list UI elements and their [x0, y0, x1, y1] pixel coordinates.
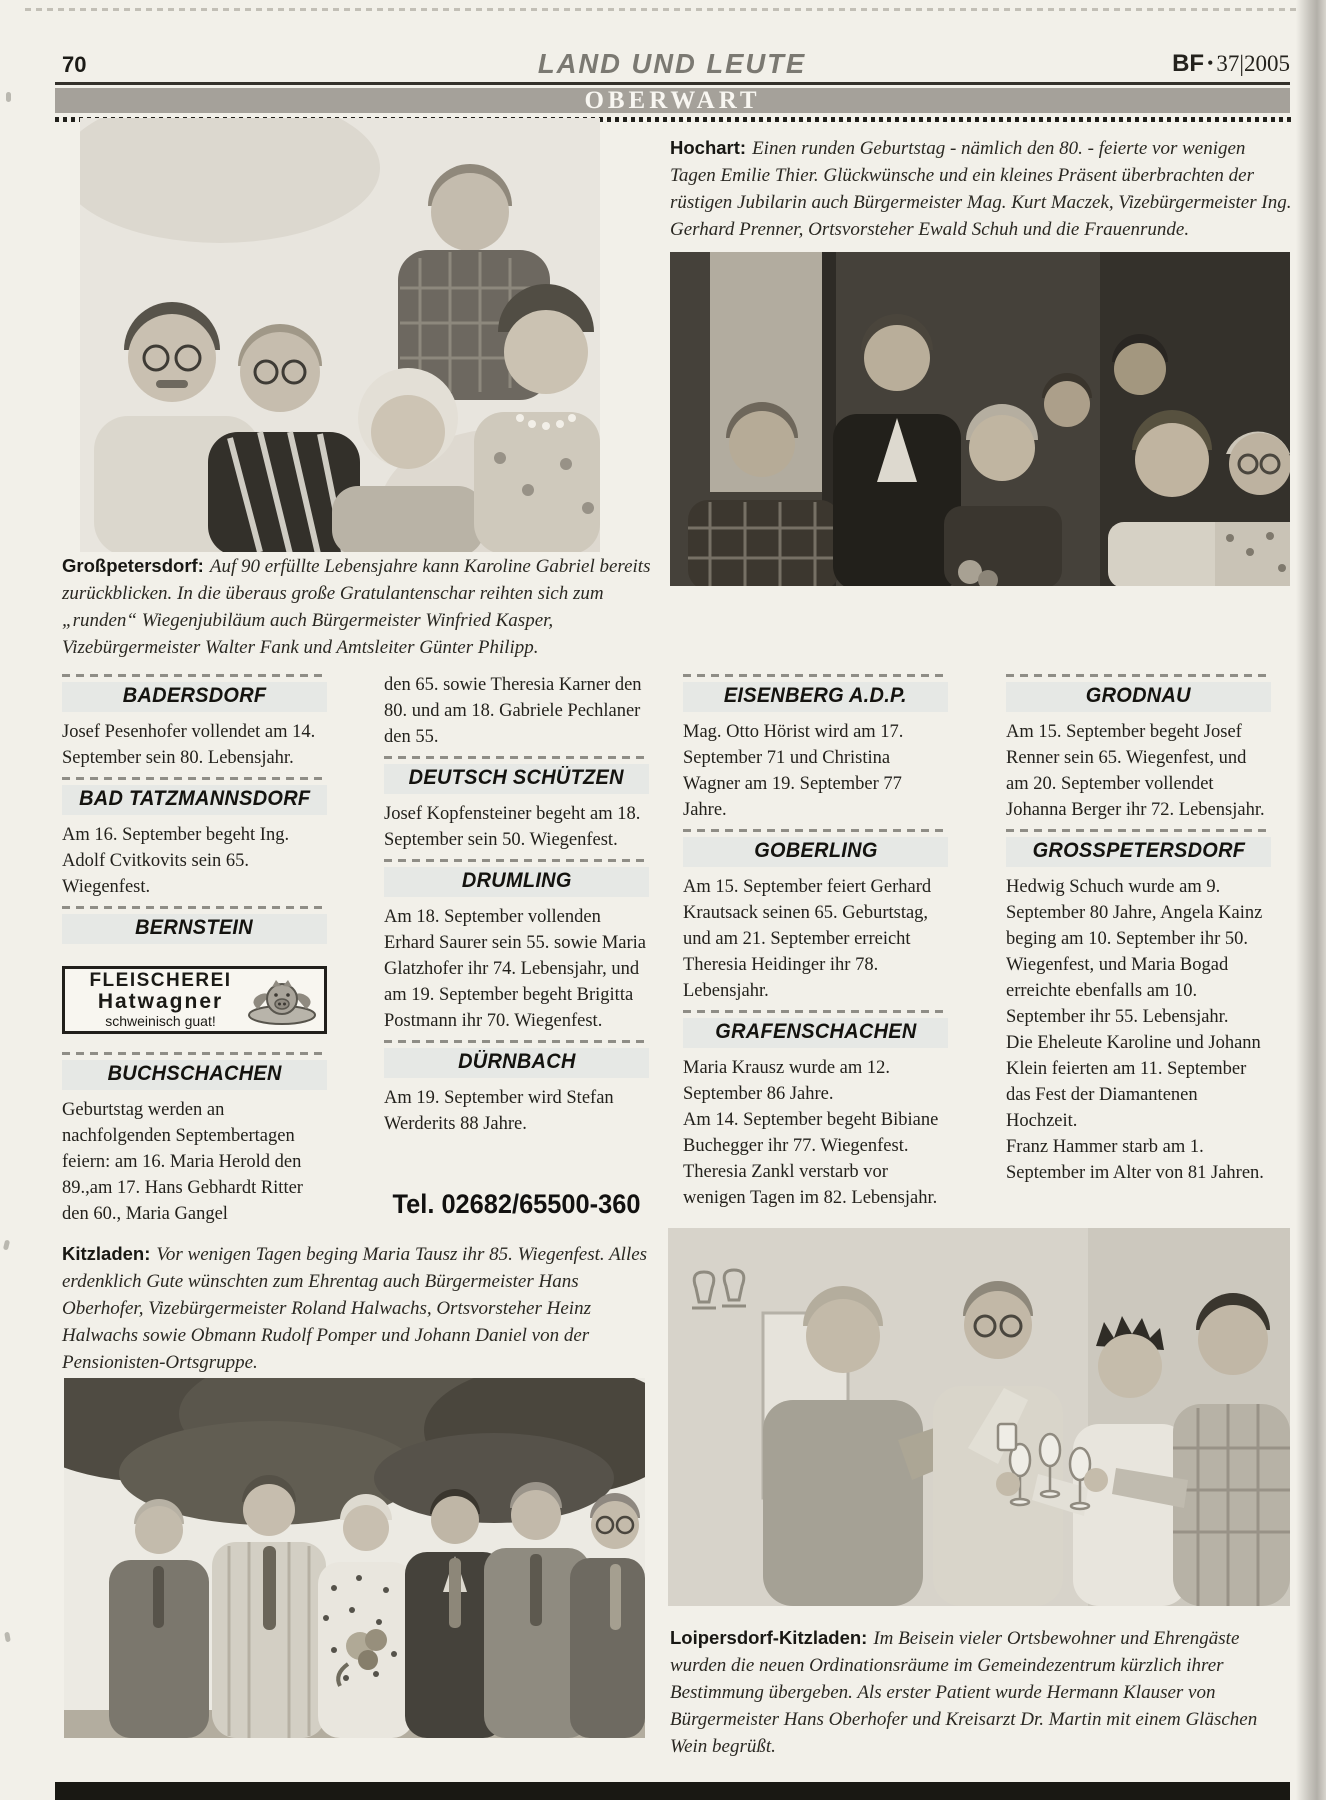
ad-line-2: Hatwagner	[97, 990, 224, 1013]
town-heading-text: DEUTSCH SCHÜTZEN	[408, 766, 625, 789]
town-heading-bernstein	[62, 906, 327, 944]
town-heading-band	[62, 682, 327, 712]
listing-paragraph: Hedwig Schuch wurde am 9. September 80 Jahre, Angela Kainz beging am 10. September ihr 50. Wiegenfest, und Maria Bogad erreichte ebenfalls am 10. September ihr 55. Lebensjahr.	[1006, 877, 1263, 1027]
listing-paragraph: Am 16. September begeht Ing. Adolf Cvitkovits sein 65. Wiegenfest.	[62, 825, 290, 897]
listing-paragraph: Am 19. September wird Stefan Werderits 88 Jahre.	[384, 1088, 614, 1134]
town-heading-grodnau	[1006, 674, 1271, 712]
dashed-rule	[683, 1010, 948, 1013]
issue-bullet: •	[1207, 53, 1214, 73]
town-heading-band	[384, 1048, 649, 1078]
dashed-rule	[683, 674, 948, 677]
town-heading-grosspetersdorf	[1006, 829, 1271, 867]
listing-paragraph: Josef Pesenhofer vollendet am 14. September sein 80. Lebensjahr.	[62, 722, 316, 768]
bottom-rule-bar	[55, 1782, 1290, 1800]
listing-paragraph: Franz Hammer starb am 1. September im Alter von 81 Jahren.	[1006, 1137, 1264, 1183]
masthead-rule	[55, 82, 1290, 85]
town-heading-buchschachen	[62, 1052, 327, 1090]
scan-speck	[6, 92, 11, 102]
listing-paragraph: Mag. Otto Hörist wird am 17. September 71 und Christina Wagner am 19. September 77 Jahre.	[683, 722, 904, 820]
dashed-rule	[384, 1040, 649, 1043]
top-dotted-rule	[25, 8, 1300, 11]
photo-hochart	[670, 252, 1290, 586]
caption-kitzladen-label: Kitzladen:	[62, 1243, 151, 1264]
town-heading-band	[683, 837, 948, 867]
issue-number: 37|2005	[1216, 51, 1290, 76]
scan-edge-shadow	[1296, 0, 1326, 1800]
dashed-rule	[1006, 674, 1271, 677]
listing-paragraph: Maria Krausz wurde am 12. September 86 Jahre.	[683, 1058, 891, 1104]
town-heading-band	[62, 914, 327, 944]
scan-speck	[4, 1632, 11, 1643]
town-heading-band	[62, 1060, 327, 1090]
birthday-listings	[62, 672, 1272, 1233]
town-heading-band	[683, 1018, 948, 1048]
town-heading-deutsch-schuetzen	[384, 756, 649, 794]
page-number: 70	[62, 52, 87, 77]
caption-loipersdorf-label: Loipersdorf-Kitzladen:	[670, 1627, 868, 1648]
caption-grosspetersdorf	[62, 552, 654, 661]
listing-column-3	[683, 672, 948, 1233]
pig-dish-icon	[246, 973, 318, 1027]
town-heading-text: BAD TATZMANNSDORF	[78, 787, 311, 810]
region-banner-text: OBERWART	[584, 87, 761, 114]
ad-line-1: FLEISCHEREI	[89, 970, 232, 991]
caption-hochart	[670, 134, 1292, 243]
caption-grosspetersdorf-text: Auf 90 erfüllte Lebensjahre kann Karoline Gabriel bereits zurückblicken. In die überaus große Gratulantenschar reihten sich zum „runden“ Wiegenjubiläum auch Bürgermeister Winfried Kasper, Vizebürgermeister Walter Fank und Amtsleiter Günter Philipp.	[62, 556, 651, 658]
section-title: LAND UND LEUTE	[537, 48, 807, 79]
town-heading-bad-tatzmannsdorf	[62, 777, 327, 815]
listing-paragraph: Theresia Zankl verstarb vor wenigen Tagen im 82. Lebensjahr.	[683, 1162, 938, 1208]
dashed-rule	[62, 777, 327, 780]
region-banner	[55, 88, 1290, 113]
town-heading-text: EISENBERG A.D.P.	[723, 684, 908, 707]
town-heading-text: DÜRNBACH	[457, 1050, 576, 1073]
dashed-rule	[683, 829, 948, 832]
town-heading-band	[1006, 837, 1271, 867]
issue-label: BF	[1172, 50, 1205, 77]
scan-speck	[3, 1240, 10, 1251]
town-heading-text: BERNSTEIN	[135, 916, 254, 939]
listing-paragraph: Am 18. September vollenden Erhard Saurer sein 55. sowie Maria Glatzhofer ihr 74. Lebensjahr, und am 19. September begeht Brigitta Postmann ihr 70. Wiegenfest.	[384, 907, 646, 1031]
dashed-rule	[62, 1052, 327, 1055]
dashed-rule	[1006, 829, 1271, 832]
photo-kitzladen	[64, 1378, 645, 1738]
listing-paragraph: Am 15. September feiert Gerhard Krautsack seinen 65. Geburtstag, und am 21. September erreicht Theresia Heidinger ihr 78. Lebensjahr.	[683, 877, 932, 1001]
photo-grosspetersdorf	[80, 118, 600, 552]
phone-number: Tel. 02682/65500-360	[392, 1189, 641, 1219]
caption-loipersdorf-text: Im Beisein vieler Ortsbewohner und Ehrengäste wurden die neuen Ordinationsräume im Gemeindezentrum kürzlich ihrer Bestimmung übergeben. Als erster Patient wurde Hermann Klauser von Bürgermeister Hans Oberhofer und Kreisarzt Dr. Martin mit einem Gläschen Wein begrüßt.	[670, 1628, 1258, 1757]
caption-kitzladen	[62, 1240, 654, 1376]
issue-info	[1172, 50, 1290, 78]
town-heading-band	[1006, 682, 1271, 712]
listing-column-2	[384, 672, 649, 1233]
town-heading-text: DRUMLING	[461, 869, 572, 892]
town-heading-band	[384, 764, 649, 794]
town-heading-eisenberg	[683, 674, 948, 712]
caption-grosspetersdorf-label: Großpetersdorf:	[62, 555, 204, 576]
town-heading-text: BADERSDORF	[122, 684, 267, 707]
listing-paragraph: den 65. sowie Theresia Karner den 80. und am 18. Gabriele Pechlaner den 55.	[384, 675, 642, 747]
listing-paragraph: Die Eheleute Karoline und Johann Klein feierten am 11. September das Fest der Diamantenen Hochzeit.	[1006, 1033, 1261, 1131]
ad-line-3: schweinisch guat!	[105, 1013, 216, 1029]
listing-paragraph: Geburtstag werden an nachfolgenden Septembertagen feiern: am 16. Maria Herold den 89.,am 17. Hans Gebhardt Ritter den 60., Maria Gangel	[62, 1100, 303, 1224]
dashed-rule	[62, 906, 327, 909]
town-heading-drumling	[384, 859, 649, 897]
listing-column-1	[62, 672, 327, 1233]
dashed-rule	[384, 859, 649, 862]
town-heading-goberling	[683, 829, 948, 867]
caption-hochart-label: Hochart:	[670, 137, 747, 158]
town-heading-text: GROSSPETERSDORF	[1032, 839, 1245, 862]
town-heading-badersdorf	[62, 674, 327, 712]
caption-kitzladen-text: Vor wenigen Tagen beging Maria Tausz ihr 85. Wiegenfest. Alles erdenklich Gute wünschten zum Ehrentag auch Bürgermeister Hans Oberhofer, Vizebürgermeister Roland Halwachs, Ortsvorsteher Heinz Halwachs sowie Obmann Rudolf Pomper und Johann Daniel von der Pensionisten-Ortsgruppe.	[62, 1244, 648, 1373]
town-heading-duernbach	[384, 1040, 649, 1078]
dashed-rule	[62, 674, 327, 677]
town-heading-band	[683, 682, 948, 712]
town-heading-text: GRAFENSCHACHEN	[714, 1020, 917, 1043]
town-heading-grafenschachen	[683, 1010, 948, 1048]
listing-paragraph: Am 15. September begeht Josef Renner sein 65. Wiegenfest, und am 20. September vollendet Johanna Berger ihr 72. Lebensjahr.	[1006, 722, 1265, 820]
town-heading-text: GOBERLING	[753, 839, 878, 862]
listing-column-4	[1006, 672, 1271, 1233]
listing-paragraph: Am 14. September begeht Bibiane Buchegger ihr 77. Wiegenfest.	[683, 1110, 939, 1156]
caption-hochart-text: Einen runden Geburtstag - nämlich den 80. - feierte vor wenigen Tagen Emilie Thier. Glückwünsche und ein kleines Präsent überbrachten der rüstigen Jubilarin auch Bürgermeister Mag. Kurt Maczek, Vizebürgermeister Ing. Gerhard Prenner, Ortsvorsteher Ewald Schuh und die Frauenrunde.	[670, 138, 1292, 240]
caption-loipersdorf	[670, 1624, 1270, 1760]
fleischerei-hatwagner-ad	[62, 966, 327, 1034]
dashed-rule	[384, 756, 649, 759]
photo-loipersdorf	[668, 1228, 1290, 1606]
ad-text	[75, 971, 246, 1029]
town-heading-text: BUCHSCHACHEN	[107, 1062, 282, 1085]
listing-paragraph: Josef Kopfensteiner begeht am 18. September sein 50. Wiegenfest.	[384, 804, 641, 850]
town-heading-band	[62, 785, 327, 815]
town-heading-band	[384, 867, 649, 897]
town-heading-text: GRODNAU	[1085, 684, 1192, 707]
